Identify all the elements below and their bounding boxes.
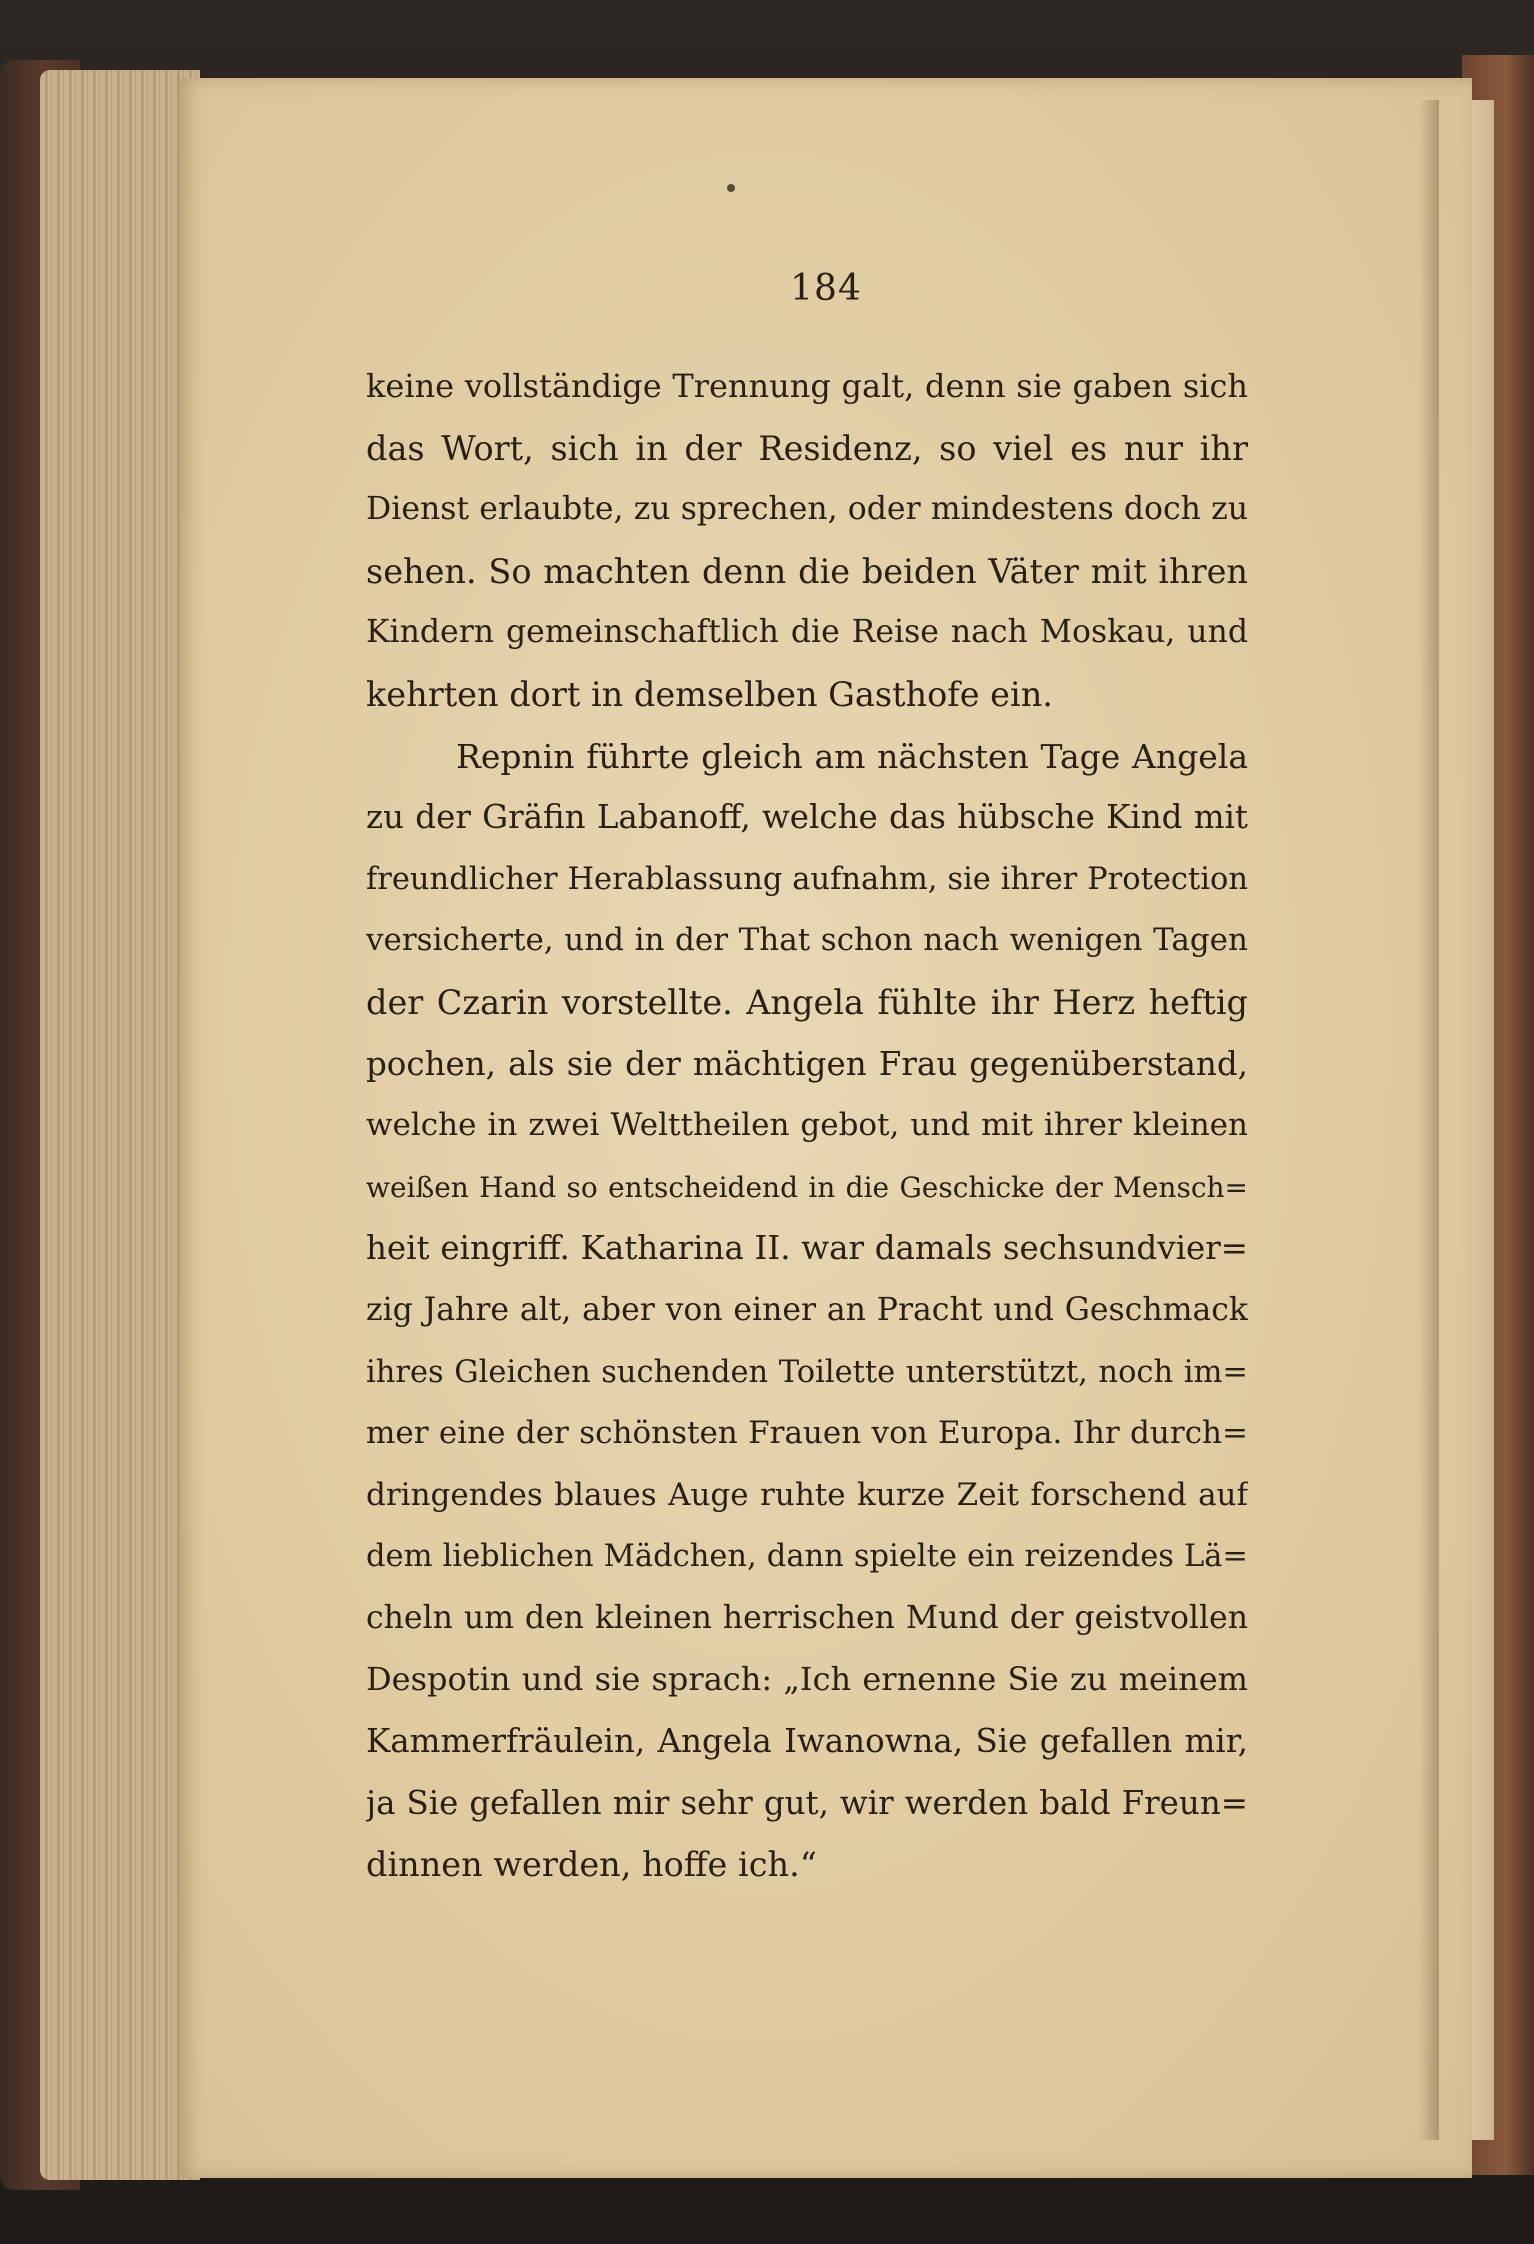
text-line: ja Sie gefallen mir sehr gut, wir werden bald Freun= bbox=[366, 1783, 1248, 1822]
text-line: dringendes blaues Auge ruhte kurze Zeit forschend auf bbox=[366, 1476, 1248, 1513]
text-line: zig Jahre alt, aber von einer an Pracht und Geschmack bbox=[366, 1291, 1248, 1328]
text-line: pochen, als sie der mächtigen Frau gegenüberstand, bbox=[366, 1044, 1248, 1083]
text-line: heit eingriff. Katharina II. war damals sechsundvier= bbox=[366, 1229, 1248, 1268]
text-line: dinnen werden, hoffe ich.“ bbox=[366, 1845, 817, 1885]
paragraph-start-line: Repnin führte gleich am nächsten Tage Angela bbox=[456, 736, 1248, 776]
dot-ornament bbox=[727, 184, 735, 192]
text-line: versicherte, und in der That schon nach wenigen Tagen bbox=[366, 922, 1248, 959]
text-line: dem lieblichen Mädchen, dann spielte ein reizendes Lä= bbox=[366, 1539, 1248, 1575]
text-line: der Czarin vorstellte. Angela fühlte ihr Herz heftig bbox=[366, 982, 1248, 1022]
text-line: Despotin und sie sprach: „Ich ernenne Sie zu meinem bbox=[366, 1660, 1248, 1699]
text-line: freundlicher Herablassung aufnahm, sie ihrer Protection bbox=[366, 861, 1248, 897]
text-line: cheln um den kleinen herrischen Mund der geistvollen bbox=[366, 1599, 1248, 1636]
text-line: das Wort, sich in der Residenz, so viel es nur ihr bbox=[366, 428, 1248, 468]
text-line: Kindern gemeinschaftlich die Reise nach Moskau, und bbox=[366, 614, 1248, 651]
text-line: mer eine der schönsten Frauen von Europa. Ihr durch= bbox=[366, 1415, 1248, 1452]
text-line: weißen Hand so entscheidend in die Geschicke der Mensch= bbox=[366, 1170, 1248, 1204]
text-line: ihres Gleichen suchenden Toilette unterstützt, noch im= bbox=[366, 1354, 1248, 1390]
text-line: kehrten dort in demselben Gasthofe ein. bbox=[366, 674, 1053, 714]
book-page bbox=[180, 78, 1472, 2178]
text-line: welche in zwei Welttheilen gebot, und mit ihrer kleinen bbox=[366, 1107, 1248, 1144]
text-line: keine vollständige Trennung galt, denn sie gaben sich bbox=[366, 367, 1248, 405]
page-edges bbox=[40, 70, 200, 2180]
page-number: 184 bbox=[790, 268, 862, 309]
page-gutter-shadow bbox=[1419, 100, 1439, 2140]
body-text bbox=[366, 356, 1248, 1896]
text-line: Kammerfräulein, Angela Iwanowna, Sie gefallen mir, bbox=[366, 1722, 1248, 1761]
text-line: sehen. So machten denn die beiden Väter mit ihren bbox=[366, 551, 1248, 591]
text-line: zu der Gräfin Labanoff, welche das hübsche Kind mit bbox=[366, 798, 1248, 837]
text-line: Dienst erlaubte, zu sprechen, oder mindestens doch zu bbox=[366, 491, 1248, 528]
